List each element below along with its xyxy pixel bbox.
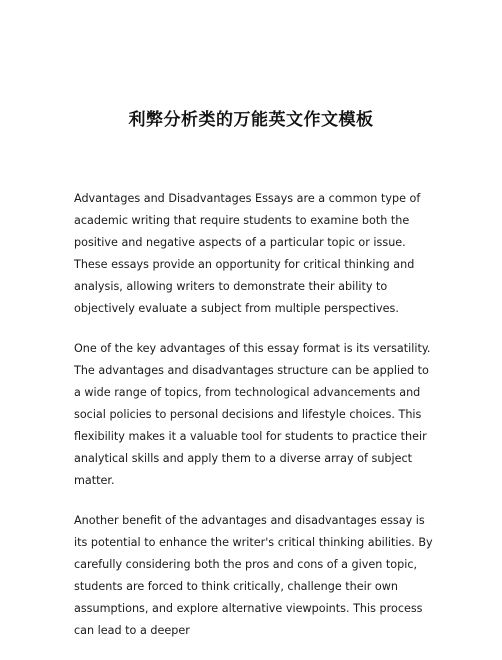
document-title: 利弊分析类的万能英文作文模板 bbox=[128, 110, 374, 130]
document-body bbox=[74, 188, 436, 660]
paragraph-3: Another benefit of the advantages and disadvantages essay is its potential to enhance the writer's critical thinking abilities. By carefully considering both the pros and cons of a given topic, students are forced to think critically, challenge their own assumptions, and explore alternative viewpoints. This process can lead to a deeper bbox=[74, 514, 433, 637]
paragraph-1: Advantages and Disadvantages Essays are a common type of academic writing that require students to examine both the positive and negative aspects of a particular topic or issue. These essays provide an opportunity for critical thinking and analysis, allowing writers to demonstrate their ability to objectively evaluate a subject from multiple perspectives. bbox=[74, 192, 421, 315]
paragraph-2: One of the key advantages of this essay format is its versatility. The advantages and disadvantages structure can be applied to a wide range of topics, from technological advancements and social policies to personal decisions and lifestyle choices. This flexibility makes it a valuable tool for students to practice their analytical skills and apply them to a diverse array of subject matter. bbox=[74, 342, 431, 487]
